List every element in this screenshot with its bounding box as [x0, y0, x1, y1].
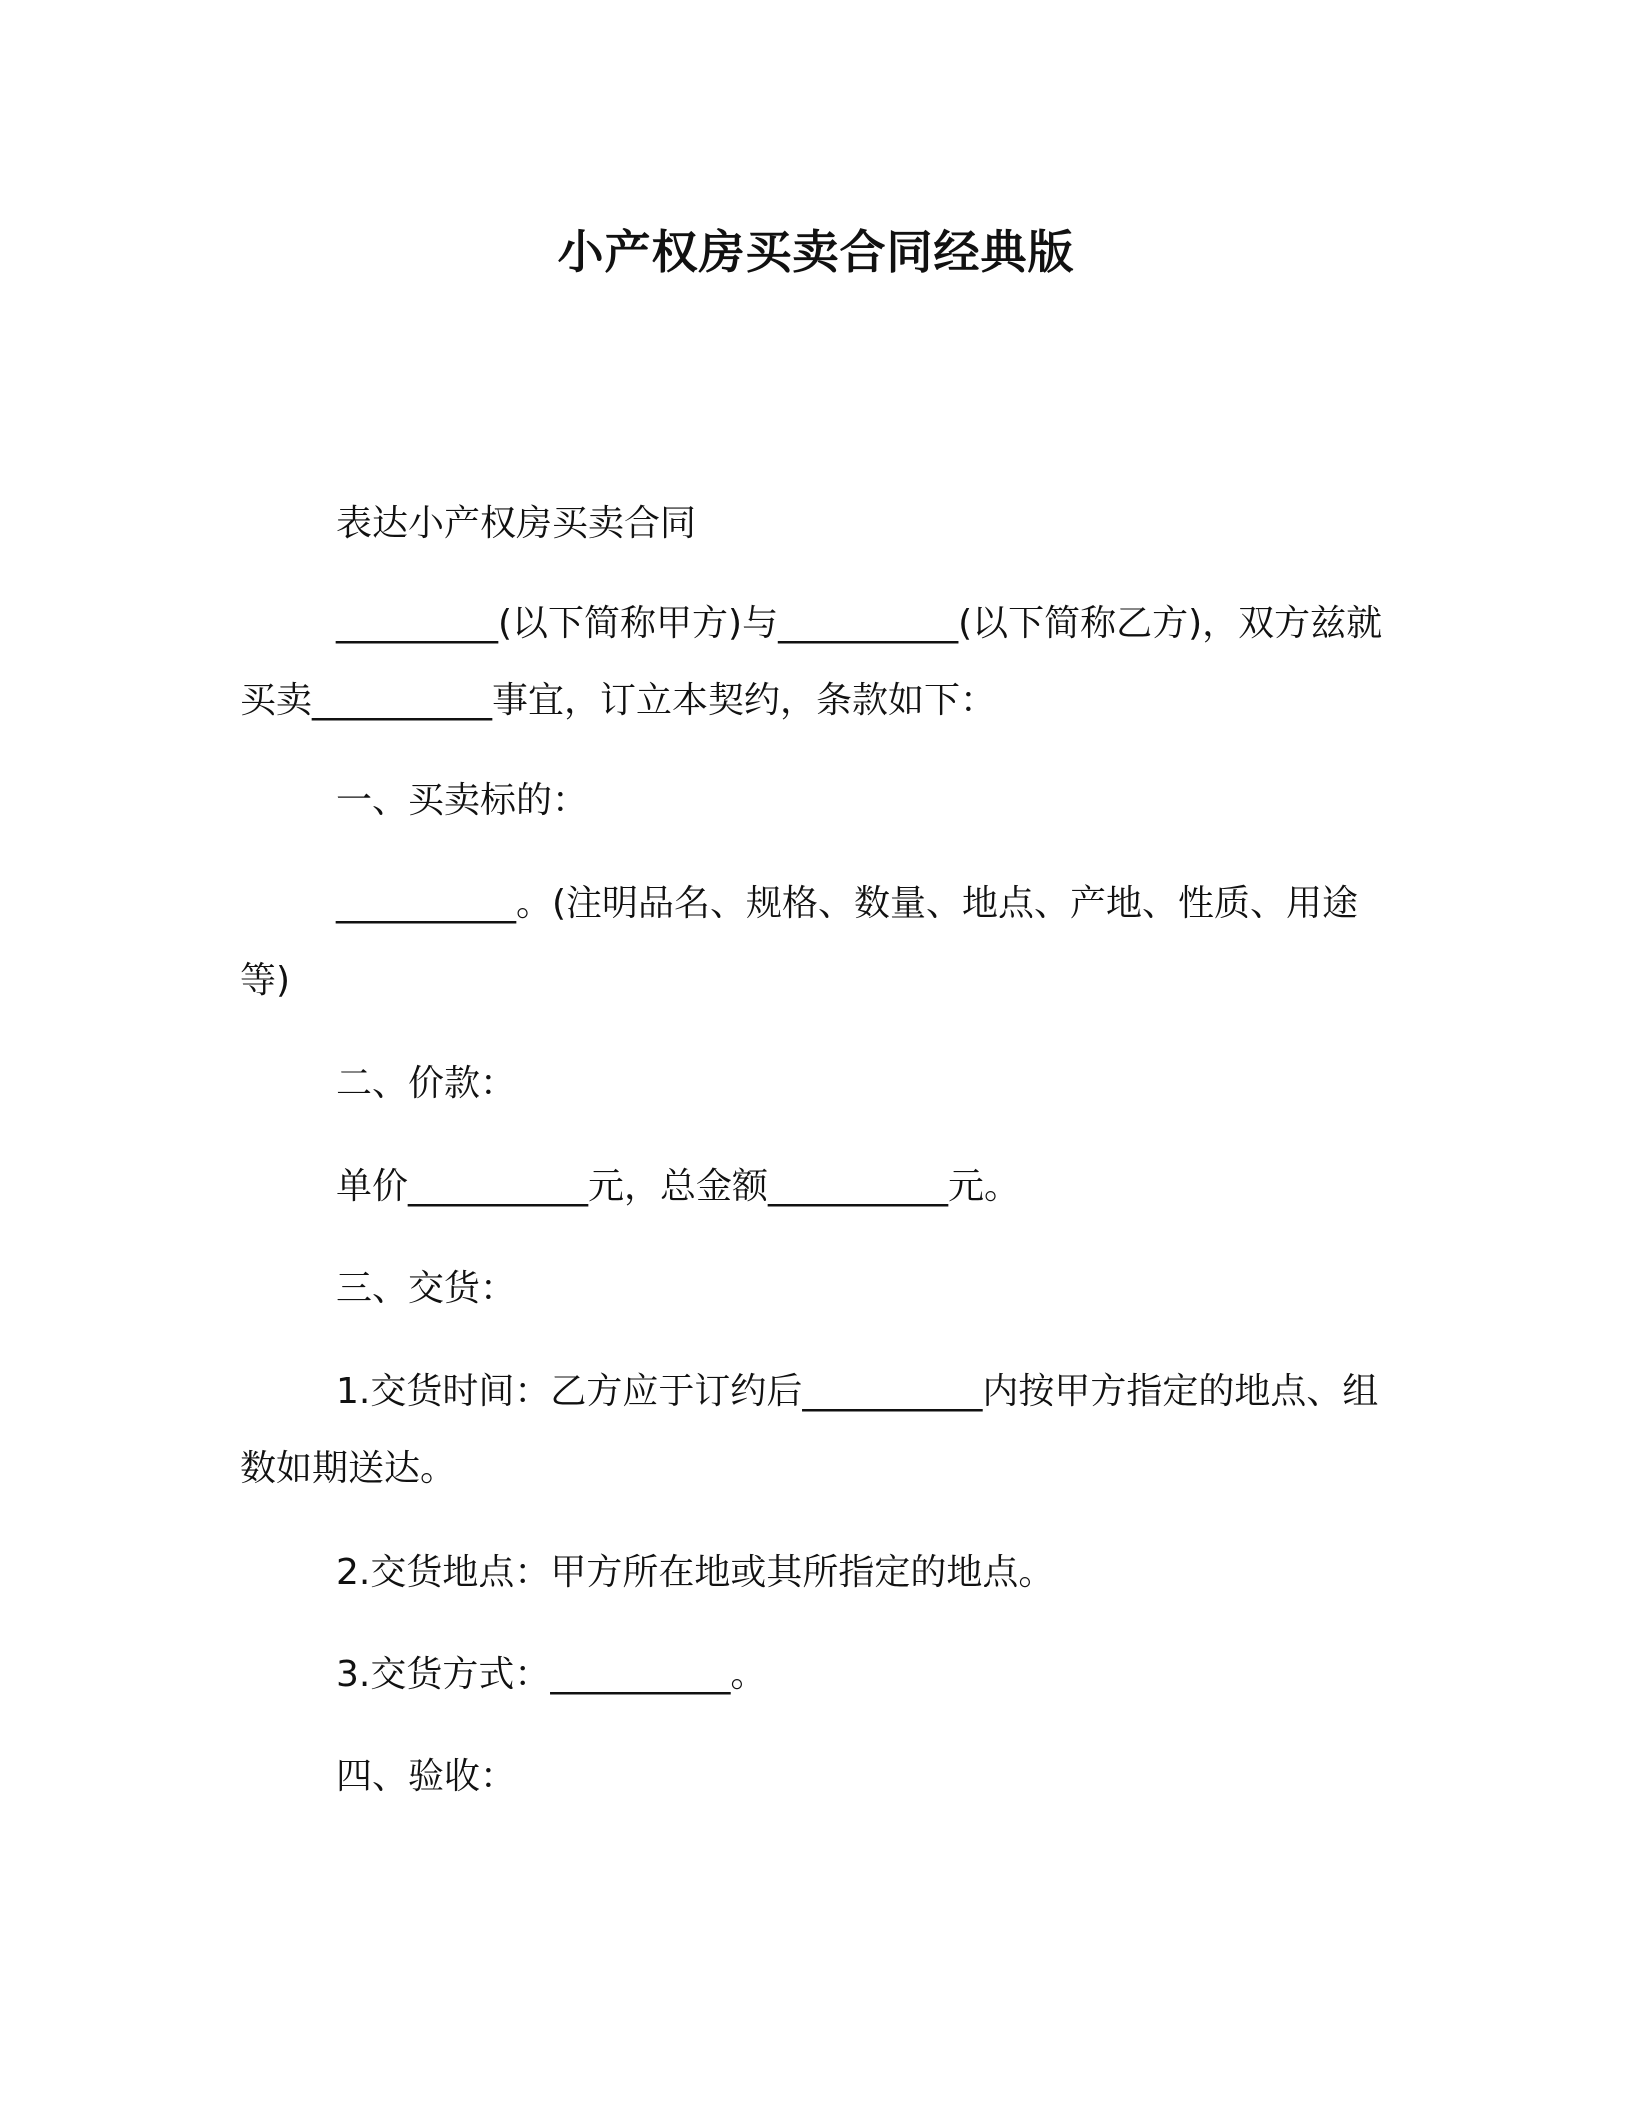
paragraph-price: 单价__________元，总金额__________元。	[336, 1166, 1021, 1207]
heading-section-1: 一、买卖标的：	[336, 780, 589, 821]
paragraph-subtitle: 表达小产权房买卖合同	[336, 503, 697, 544]
paragraph-subject: __________。(注明品名、规格、数量、地点、产地、性质、用途等)	[240, 883, 1359, 1001]
heading-section-2: 二、价款：	[336, 1063, 517, 1104]
document-title: 小产权房买卖合同经典版	[557, 225, 1075, 279]
heading-section-4: 四、验收：	[336, 1756, 517, 1797]
heading-section-3: 三、交货：	[336, 1268, 517, 1309]
paragraph-delivery-method: 3.交货方式：__________。	[336, 1654, 767, 1695]
paragraph-delivery-time: 1.交货时间：乙方应于订约后__________内按甲方指定的地点、组数如期送达。	[240, 1371, 1379, 1489]
paragraph-delivery-place: 2.交货地点：甲方所在地或其所指定的地点。	[336, 1552, 1055, 1593]
paragraph-parties: _________(以下简称甲方)与__________(以下简称乙方)，双方兹就买卖__________事宜，订立本契约，条款如下：	[240, 603, 1383, 721]
